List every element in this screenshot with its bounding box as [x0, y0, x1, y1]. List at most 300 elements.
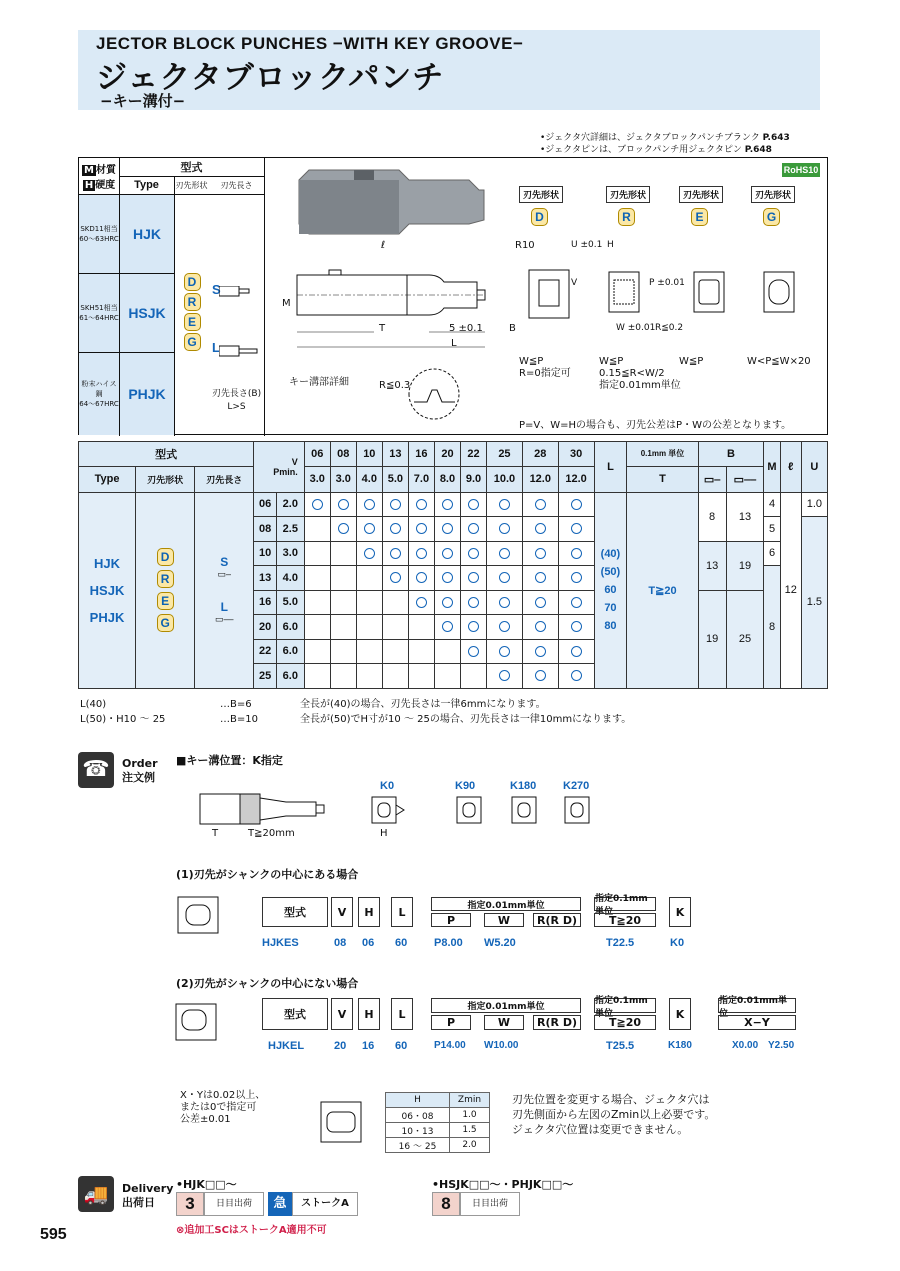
- shape-title-d: 刃先形状: [519, 186, 563, 203]
- shape-r-label: R: [618, 208, 635, 226]
- table-type-header: Type: [79, 466, 136, 492]
- zmin-table: H Zmin 06・08 1.0 10・13 1.5 16 ～ 25 2.0: [385, 1092, 490, 1153]
- form2-unit3: 指定0.01mm単位: [718, 998, 796, 1013]
- availability-cell: [382, 615, 408, 640]
- form2-l: L: [391, 998, 413, 1030]
- length-column: S ▭‒ L ▭‒‒: [195, 492, 254, 688]
- material-row-2: SKH51相当 61～64HRC: [79, 274, 119, 352]
- punch-length-icons: [219, 286, 261, 366]
- availability-cell: [330, 541, 356, 566]
- shape-r-cell: R: [157, 570, 174, 588]
- available-mark: [535, 523, 546, 534]
- availability-cell: [558, 541, 594, 566]
- truck-icon: 🚚: [78, 1176, 114, 1212]
- form2-unit1: 指定0.01mm単位: [431, 998, 581, 1013]
- dim-L: L: [451, 338, 457, 349]
- form-unit1: 指定0.01mm単位: [431, 897, 581, 911]
- shape-note-d: W≦P R=0指定可: [519, 356, 571, 379]
- availability-cell: [522, 566, 558, 591]
- availability-cell: [487, 541, 523, 566]
- p-val: 4.0: [356, 466, 382, 492]
- availability-cell: [487, 566, 523, 591]
- size-table: [78, 441, 828, 689]
- availability-cell: [460, 664, 486, 689]
- page-ref-2[interactable]: P.648: [744, 145, 772, 155]
- availability-cell: [304, 615, 330, 640]
- availability-cell: [434, 664, 460, 689]
- availability-cell: [304, 492, 330, 517]
- availability-cell: [408, 639, 434, 664]
- group2-days: 8: [432, 1192, 460, 1216]
- material-hardness-header: M 材質 H 硬度: [84, 165, 116, 191]
- available-mark: [390, 499, 401, 510]
- L-header: L: [594, 442, 627, 493]
- radius-label: R≦0.3: [379, 380, 411, 391]
- note-2: •ジェクタピンは、ブロックパンチ用ジェクタピン: [540, 145, 742, 155]
- dim-v: V: [571, 278, 578, 288]
- form-t: T≧20: [594, 913, 656, 927]
- availability-cell: [434, 639, 460, 664]
- length-l: L: [212, 340, 220, 355]
- w-cell: 6.0: [276, 639, 304, 664]
- availability-cell: [382, 639, 408, 664]
- availability-cell: [330, 492, 356, 517]
- l-header: ℓ: [780, 442, 801, 493]
- available-mark: [390, 548, 401, 559]
- group2-title: •HSJK□□～・PHJK□□～: [432, 1178, 574, 1191]
- w-cell: 2.0: [276, 492, 304, 517]
- availability-cell: [330, 664, 356, 689]
- w-cell: 4.0: [276, 566, 304, 591]
- availability-cell: [522, 615, 558, 640]
- available-mark: [364, 499, 375, 510]
- available-mark: [338, 523, 349, 534]
- availability-cell: [382, 566, 408, 591]
- h-cell: 22: [254, 639, 277, 664]
- form-unit2: 指定0.1mm単位: [594, 897, 656, 911]
- k90-label: K90: [455, 780, 476, 792]
- group1-title: •HJK□□～: [176, 1178, 237, 1191]
- reference-notes: [540, 132, 840, 156]
- shape-g-badge: G: [184, 333, 201, 351]
- form-k: K: [669, 897, 691, 927]
- availability-cell: [487, 492, 523, 517]
- availability-cell: [356, 590, 382, 615]
- m-3: 6: [764, 541, 780, 566]
- ex1-v: 08: [334, 937, 347, 949]
- page-ref-1[interactable]: P.643: [762, 133, 790, 143]
- form2-model: 型式: [262, 998, 328, 1030]
- type-hsjk: HSJK: [120, 274, 174, 352]
- available-mark: [571, 499, 582, 510]
- group1-text: 日目出荷: [204, 1192, 264, 1216]
- availability-cell: [304, 664, 330, 689]
- ex2-y: Y2.50: [768, 1040, 795, 1051]
- availability-cell: [434, 492, 460, 517]
- available-mark: [442, 572, 453, 583]
- availability-cell: [434, 615, 460, 640]
- t-unit-header: 0.1mm 単位: [627, 442, 698, 467]
- availability-cell: [356, 639, 382, 664]
- h-cell: 16: [254, 590, 277, 615]
- note-1: •ジェクタ穴詳細は、ジェクタブロックパンチブランク: [540, 133, 760, 143]
- v-val: 16: [408, 442, 434, 467]
- table-row: [79, 492, 828, 517]
- form-r: R( R D): [533, 913, 581, 927]
- u-1: 1.0: [801, 492, 827, 517]
- ex2-model: HJKEL: [268, 1040, 305, 1052]
- available-mark: [499, 621, 510, 632]
- available-mark: [442, 523, 453, 534]
- U-header: U: [801, 442, 827, 493]
- type-column: [79, 492, 136, 688]
- availability-cell: [408, 492, 434, 517]
- availability-cell: [460, 541, 486, 566]
- ex2-x: X0.00: [732, 1040, 759, 1051]
- length-s: S: [212, 282, 221, 297]
- available-mark: [535, 646, 546, 657]
- available-mark: [416, 499, 427, 510]
- key-position-title: ■キー溝位置：K指定: [176, 754, 283, 767]
- warning-note: ⊗追加工SCはストークA適用不可: [176, 1225, 327, 1236]
- availability-cell: [382, 517, 408, 542]
- t-label: T: [212, 828, 219, 839]
- availability-cell: [408, 566, 434, 591]
- spec-panel: [78, 157, 828, 435]
- form-v: V: [331, 897, 353, 927]
- availability-cell: [522, 664, 558, 689]
- h-cell: 08: [254, 517, 277, 542]
- urgent-badge: 急: [268, 1192, 292, 1216]
- rohs-badge: RoHS10: [783, 165, 819, 175]
- shape-e-cell: E: [157, 592, 174, 610]
- dim-five: 5 ±0.1: [449, 323, 483, 334]
- table-blen-header: 刃先長さ: [195, 466, 254, 492]
- footnotes: L(40) …B=6 全長が(40)の場合、刃先長さは一律6mmになります。 L(50)・H10 ～ 25 …B=10 全長が(50)でH寸が10 ～ 25の場合、刃先長さは一律10mmになります。: [80, 699, 632, 725]
- availability-cell: [304, 590, 330, 615]
- available-mark: [499, 499, 510, 510]
- type-hsjk-cell: HSJK: [89, 582, 125, 598]
- available-mark: [442, 621, 453, 632]
- T-header: T: [627, 466, 698, 492]
- v-val: 30: [558, 442, 594, 467]
- ex2-h: 16: [362, 1040, 375, 1052]
- zmin-drawing: [315, 1080, 375, 1160]
- shape-title-e: 刃先形状: [679, 186, 723, 203]
- dim-m: M: [282, 298, 291, 309]
- availability-cell: [304, 566, 330, 591]
- p-val: 10.0: [487, 466, 523, 492]
- b-s-3: 19: [698, 590, 726, 688]
- type-phjk: PHJK: [120, 353, 174, 435]
- shape-g-cell: G: [157, 614, 174, 632]
- v-val: 10: [356, 442, 382, 467]
- v-val: 06: [304, 442, 330, 467]
- case1-title: (1)刃先がシャンクの中心にある場合: [176, 868, 359, 881]
- b-l-3: 25: [726, 590, 764, 688]
- availability-cell: [487, 517, 523, 542]
- availability-cell: [558, 517, 594, 542]
- availability-cell: [408, 664, 434, 689]
- t-note: T≧20mm: [248, 828, 295, 839]
- availability-cell: [487, 639, 523, 664]
- available-mark: [535, 670, 546, 681]
- availability-cell: [382, 664, 408, 689]
- w-cell: 2.5: [276, 517, 304, 542]
- B-l-icon: ▭‒‒: [726, 466, 764, 492]
- p-val: 7.0: [408, 466, 434, 492]
- form-model: 型式: [262, 897, 328, 927]
- shape-d-badge: D: [184, 273, 201, 291]
- available-mark: [499, 572, 510, 583]
- key-detail-label: キー溝部詳細: [289, 377, 349, 388]
- availability-cell: [356, 615, 382, 640]
- availability-cell: [330, 639, 356, 664]
- h-label: H: [380, 828, 388, 839]
- blade-length-header: 刃先長さ: [220, 180, 253, 190]
- form2-unit2: 指定0.1mm単位: [594, 998, 656, 1013]
- case1-drawing: [176, 895, 246, 965]
- available-mark: [571, 548, 582, 559]
- dim-t: T: [379, 323, 386, 334]
- ex2-w: W10.00: [484, 1040, 519, 1051]
- availability-cell: [522, 517, 558, 542]
- availability-cell: [330, 590, 356, 615]
- dim-u: U ±0.1: [571, 240, 603, 250]
- availability-cell: [558, 590, 594, 615]
- shape-title-r: 刃先形状: [606, 186, 650, 203]
- available-mark: [416, 572, 427, 583]
- availability-cell: [487, 615, 523, 640]
- form2-p: P: [431, 1015, 471, 1030]
- available-mark: [535, 572, 546, 583]
- available-mark: [442, 548, 453, 559]
- h-cell: 10: [254, 541, 277, 566]
- table-model-header: 型式: [79, 442, 254, 467]
- ex1-h: 06: [362, 937, 375, 949]
- available-mark: [571, 523, 582, 534]
- availability-cell: [460, 492, 486, 517]
- ex2-t: T25.5: [606, 1040, 635, 1052]
- shape-badges: [175, 262, 209, 362]
- shape-g-label: G: [763, 208, 780, 226]
- material-row-3: 粉末ハイス鋼 64～67HRC: [79, 353, 119, 435]
- availability-cell: [382, 590, 408, 615]
- english-title: JECTOR BLOCK PUNCHES −WITH KEY GROOVE−: [96, 34, 524, 53]
- availability-cell: [356, 541, 382, 566]
- model-header: 型式: [180, 161, 203, 174]
- v-val: 20: [434, 442, 460, 467]
- shape-header: 刃先形状: [175, 180, 208, 190]
- b-s-1: 8: [698, 492, 726, 541]
- available-mark: [416, 597, 427, 608]
- delivery-label: Delivery 出荷日: [122, 1182, 174, 1209]
- available-mark: [468, 597, 479, 608]
- v-val: 22: [460, 442, 486, 467]
- japanese-subtitle: −キー溝付−: [100, 92, 186, 110]
- order-label: Order 注文例: [122, 757, 158, 784]
- form-l: L: [391, 897, 413, 927]
- available-mark: [468, 646, 479, 657]
- availability-cell: [434, 566, 460, 591]
- b-l-2: 19: [726, 541, 764, 590]
- ex1-k: K0: [670, 937, 685, 949]
- w-cell: 3.0: [276, 541, 304, 566]
- availability-cell: [522, 541, 558, 566]
- available-mark: [499, 523, 510, 534]
- available-mark: [468, 523, 479, 534]
- available-mark: [571, 646, 582, 657]
- k-views: [370, 795, 600, 845]
- availability-cell: [434, 590, 460, 615]
- form2-k: K: [669, 998, 691, 1030]
- case2-title: (2)刃先がシャンクの中心にない場合: [176, 977, 359, 990]
- ex1-w: W5.20: [484, 937, 516, 949]
- p-val: 8.0: [434, 466, 460, 492]
- availability-cell: [558, 492, 594, 517]
- available-mark: [468, 621, 479, 632]
- availability-cell: [304, 517, 330, 542]
- b-l-1: 13: [726, 492, 764, 541]
- shape-d-cell: D: [157, 548, 174, 566]
- availability-cell: [522, 639, 558, 664]
- h-cell: 06: [254, 492, 277, 517]
- dim-l: ℓ: [381, 240, 386, 251]
- table-vp-header: V Pmin.: [254, 442, 304, 493]
- v-val: 28: [522, 442, 558, 467]
- h-cell: 20: [254, 615, 277, 640]
- availability-cell: [558, 615, 594, 640]
- availability-cell: [330, 517, 356, 542]
- form-w: W: [484, 913, 524, 927]
- available-mark: [416, 523, 427, 534]
- ex1-model: HJKES: [262, 937, 299, 949]
- availability-cell: [382, 541, 408, 566]
- m-1: 4: [764, 492, 780, 517]
- dim-b: B: [509, 323, 516, 334]
- availability-cell: [487, 590, 523, 615]
- p-val: 12.0: [522, 466, 558, 492]
- shape-note-r: W≦P 0.15≦R<W/2 指定0.01mm単位: [599, 356, 681, 391]
- available-mark: [499, 597, 510, 608]
- availability-cell: [382, 492, 408, 517]
- available-mark: [535, 499, 546, 510]
- ex2-v: 20: [334, 1040, 347, 1052]
- available-mark: [338, 499, 349, 510]
- availability-cell: [460, 615, 486, 640]
- form2-t: T≧20: [594, 1015, 656, 1030]
- p-val: 3.0: [330, 466, 356, 492]
- p-val: 9.0: [460, 466, 486, 492]
- page-number: 595: [40, 1226, 67, 1243]
- available-mark: [468, 572, 479, 583]
- available-mark: [468, 499, 479, 510]
- ex1-l: 60: [395, 937, 408, 949]
- shape-note-g: W<P≦W×20: [747, 356, 811, 367]
- t-value: T≧20: [627, 492, 698, 688]
- shape-column: [136, 492, 195, 688]
- form2-w: W: [484, 1015, 524, 1030]
- v-val: 13: [382, 442, 408, 467]
- availability-cell: [558, 566, 594, 591]
- availability-cell: [304, 541, 330, 566]
- l-value: 12: [780, 492, 801, 688]
- v-val: 08: [330, 442, 356, 467]
- available-mark: [416, 548, 427, 559]
- available-mark: [535, 621, 546, 632]
- available-mark: [442, 499, 453, 510]
- dim-p: P ±0.01: [649, 278, 685, 288]
- dim-h: H: [607, 240, 614, 250]
- available-mark: [312, 499, 323, 510]
- available-mark: [442, 597, 453, 608]
- ex2-p: P14.00: [434, 1040, 466, 1051]
- u-2: 1.5: [801, 517, 827, 689]
- japanese-title: ジェクタブロックパンチ: [96, 60, 445, 96]
- stroke-label: ストークA: [292, 1192, 358, 1216]
- phone-icon: ☎: [78, 752, 114, 788]
- group1-days: 3: [176, 1192, 204, 1216]
- availability-cell: [408, 615, 434, 640]
- available-mark: [499, 670, 510, 681]
- p-val: 5.0: [382, 466, 408, 492]
- position-note: 刃先位置を変更する場合、ジェクタ穴は 刃先側面から左図のZmin以上必要です。 ジェクタ穴位置は変更できません。: [512, 1093, 716, 1136]
- table-shape-header: 刃先形状: [136, 466, 195, 492]
- availability-cell: [356, 492, 382, 517]
- dim-w: W ±0.01: [616, 323, 656, 333]
- available-mark: [499, 646, 510, 657]
- availability-cell: [330, 615, 356, 640]
- availability-cell: [522, 492, 558, 517]
- shape-e-badge: E: [184, 313, 201, 331]
- availability-cell: [356, 517, 382, 542]
- available-mark: [364, 523, 375, 534]
- availability-cell: [434, 517, 460, 542]
- availability-cell: [558, 639, 594, 664]
- available-mark: [364, 548, 375, 559]
- availability-cell: [408, 541, 434, 566]
- form2-r: R( R D): [533, 1015, 581, 1030]
- availability-cell: [304, 639, 330, 664]
- form-h: H: [358, 897, 380, 927]
- availability-cell: [460, 517, 486, 542]
- availability-cell: [330, 566, 356, 591]
- availability-cell: [460, 590, 486, 615]
- shape-note-e: W≦P: [679, 356, 704, 367]
- available-mark: [390, 523, 401, 534]
- type-hjk-cell: HJK: [94, 555, 121, 571]
- M-header: M: [764, 442, 780, 493]
- type-hjk: HJK: [120, 195, 174, 273]
- availability-cell: [460, 639, 486, 664]
- available-mark: [571, 572, 582, 583]
- available-mark: [571, 597, 582, 608]
- available-mark: [535, 597, 546, 608]
- availability-cell: [522, 590, 558, 615]
- ex1-t: T22.5: [606, 937, 635, 949]
- b-s-2: 13: [698, 541, 726, 590]
- k0-label: K0: [380, 780, 395, 792]
- l-values: (40) (50) 60 70 80: [594, 492, 627, 688]
- type-header: Type: [134, 179, 159, 191]
- available-mark: [571, 621, 582, 632]
- availability-cell: [408, 590, 434, 615]
- ex2-l: 60: [395, 1040, 408, 1052]
- h-cell: 13: [254, 566, 277, 591]
- form2-v: V: [331, 998, 353, 1030]
- ex2-k: K180: [668, 1040, 692, 1051]
- availability-cell: [356, 664, 382, 689]
